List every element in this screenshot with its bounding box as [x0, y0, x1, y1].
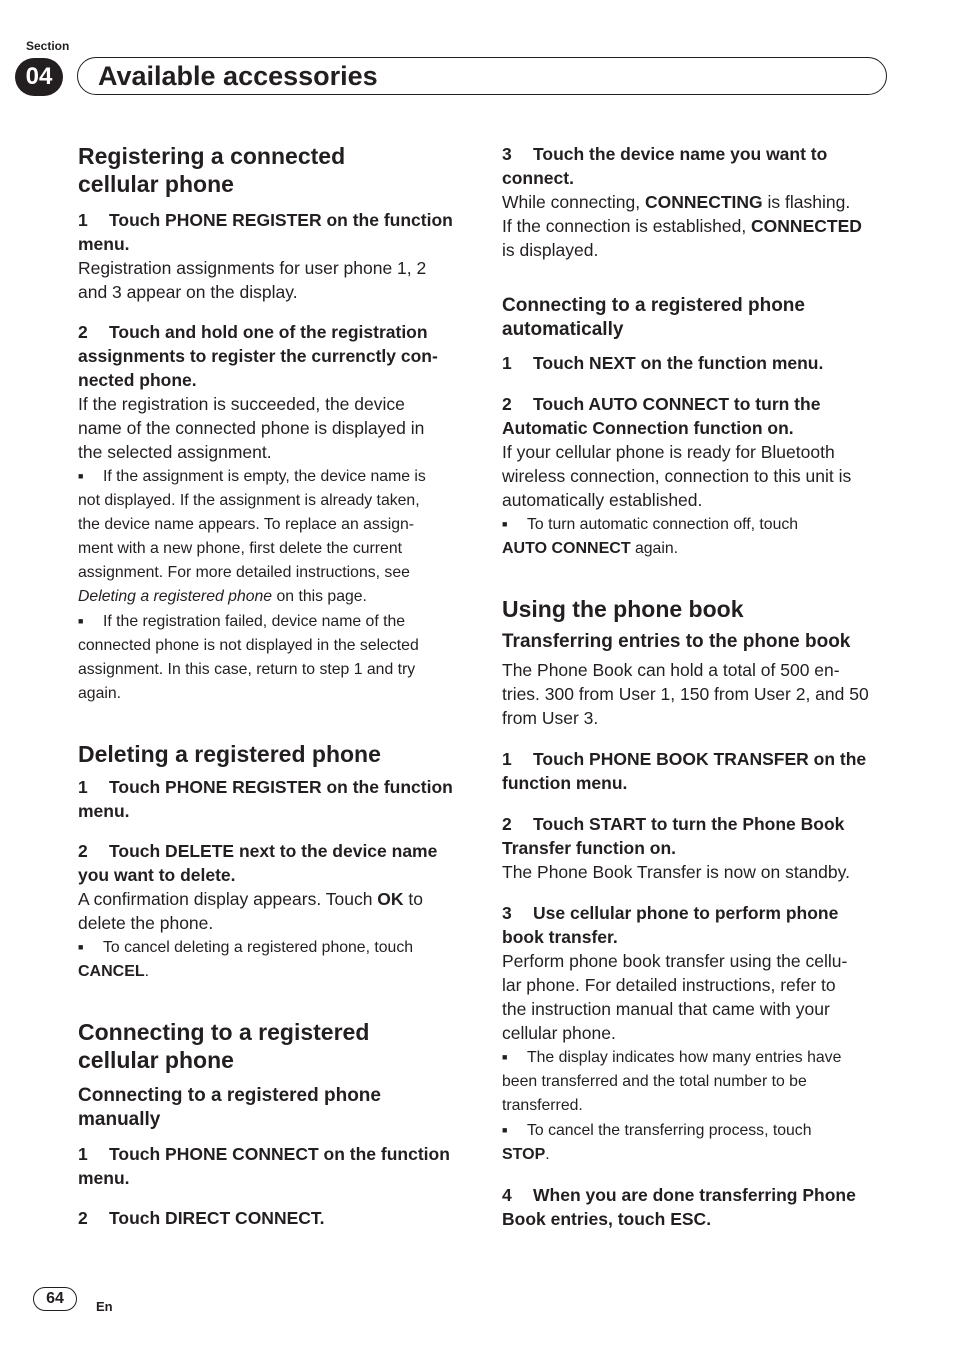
- step-number: 4: [502, 1185, 512, 1205]
- subheading-transferring: [502, 630, 890, 654]
- body-line: from User 3.: [502, 708, 599, 728]
- step-number: 1: [78, 210, 88, 230]
- step-text: Use cellular phone to perform phone: [533, 903, 839, 923]
- heading-line: Registering a connected: [78, 143, 346, 169]
- reg-note-2: [78, 609, 466, 706]
- bullet-icon: ■: [502, 1125, 508, 1135]
- book-note-1: [502, 1045, 890, 1118]
- note-line: again.: [630, 540, 679, 557]
- body-line: wireless connection, connection to this unit is: [502, 466, 852, 486]
- page-title: Available accessories: [98, 61, 378, 91]
- bullet-icon: ■: [502, 519, 508, 529]
- subheading-line: Connecting to a registered phone: [78, 1085, 381, 1106]
- connected-label: CONNECTED: [751, 216, 862, 236]
- note-line: To cancel the transferring process, touch: [527, 1122, 812, 1139]
- note-line: To turn automatic connection off, touch: [527, 516, 799, 533]
- body-line: If your cellular phone is ready for Bluetooth: [502, 442, 835, 462]
- heading-registering: [78, 142, 466, 198]
- step-text: Book entries, touch ESC.: [502, 1209, 712, 1229]
- note-line: If the assignment is empty, the device name is: [103, 468, 426, 485]
- note-line: been transferred and the total number to be: [502, 1073, 807, 1090]
- body-line: and 3 appear on the display.: [78, 282, 298, 302]
- bullet-icon: ■: [78, 471, 84, 481]
- step-text: nected phone.: [78, 370, 197, 390]
- step-number: 1: [502, 749, 512, 769]
- step-text: Touch AUTO CONNECT to turn the: [533, 394, 821, 414]
- subheading-automatic: [502, 294, 890, 342]
- step-number: 1: [502, 353, 512, 373]
- auto-body: [502, 440, 890, 512]
- step-number: 2: [78, 322, 88, 342]
- body-text: If the connection is established,: [502, 216, 752, 236]
- note-line: If the registration failed, device name of the: [103, 613, 406, 630]
- note-line: on this page.: [272, 588, 367, 605]
- note-line: assignment. In this case, return to step 1 and try: [78, 661, 416, 678]
- body-line: the selected assignment.: [78, 442, 272, 462]
- book-step-3-body: [502, 949, 890, 1045]
- note-line: not displayed. If the assignment is already taken,: [78, 492, 420, 509]
- step-text: connect.: [502, 168, 574, 188]
- note-line: The display indicates how many entries have: [527, 1049, 842, 1066]
- reg-step-2-body: [78, 392, 466, 464]
- step-text: Touch PHONE CONNECT on the function: [109, 1144, 450, 1164]
- note-line: transferred.: [502, 1097, 583, 1114]
- del-step-2: [78, 839, 466, 887]
- heading-deleting: [78, 740, 466, 768]
- subheading-line: Transferring entries to the phone book: [502, 631, 851, 652]
- step-text: Touch the device name you want to: [533, 144, 828, 164]
- reg-step-1-body: [78, 256, 466, 304]
- body-line: is displayed.: [502, 240, 599, 260]
- step-number: 1: [78, 777, 88, 797]
- book-step-1: [502, 747, 890, 795]
- bullet-icon: ■: [502, 1052, 508, 1062]
- stop-label: STOP: [502, 1146, 546, 1163]
- note-line: connected phone is not displayed in the selected: [78, 637, 419, 654]
- right-column: [502, 142, 890, 1231]
- body-line: cellular phone.: [502, 1023, 616, 1043]
- step-number: 3: [502, 903, 512, 923]
- left-column: [78, 142, 466, 1230]
- step-text: menu.: [78, 234, 130, 254]
- step-number: 3: [502, 144, 512, 164]
- note-line: .: [144, 963, 150, 980]
- auto-step-1: [502, 351, 890, 375]
- step-text: Touch DELETE next to the device name: [109, 841, 438, 861]
- reg-step-2: [78, 320, 466, 392]
- step-text: Touch and hold one of the registration: [109, 322, 428, 342]
- conn-step-1: [78, 1142, 466, 1190]
- subheading-line: automatically: [502, 319, 624, 340]
- auto-connect-label: AUTO CONNECT: [502, 540, 631, 557]
- auto-step-2: [502, 392, 890, 440]
- ok-label: OK: [377, 889, 404, 909]
- step-number: 1: [78, 1144, 88, 1164]
- note-line: again.: [78, 685, 122, 702]
- book-intro: [502, 658, 890, 730]
- connecting-label: CONNECTING: [645, 192, 763, 212]
- step-text: Touch START to turn the Phone Book: [533, 814, 845, 834]
- step-text: Touch PHONE BOOK TRANSFER on the: [533, 749, 867, 769]
- bullet-icon: ■: [78, 942, 84, 952]
- step-text: you want to delete.: [78, 865, 236, 885]
- step-text: Touch NEXT on the function menu.: [533, 353, 824, 373]
- step-text: assignments to register the currenctly con-: [78, 346, 438, 366]
- note-line: ment with a new phone, first delete the current: [78, 540, 403, 557]
- note-line: assignment. For more detailed instructions, see: [78, 564, 410, 581]
- subheading-manual: [78, 1084, 466, 1132]
- heading-line: Connecting to a registered: [78, 1019, 370, 1045]
- step-number: 2: [502, 814, 512, 834]
- heading-connecting: [78, 1018, 466, 1074]
- heading-line: Using the phone book: [502, 596, 744, 622]
- body-text: While connecting,: [502, 192, 645, 212]
- note-line: To cancel deleting a registered phone, touch: [103, 939, 414, 956]
- note-line: the device name appears. To replace an assign-: [78, 516, 415, 533]
- book-note-2: [502, 1118, 890, 1167]
- cancel-label: CANCEL: [78, 963, 145, 980]
- body-line: The Phone Book can hold a total of 500 en-: [502, 660, 840, 680]
- body-line: the instruction manual that came with your: [502, 999, 830, 1019]
- subheading-line: manually: [78, 1109, 161, 1130]
- book-step-2-body: [502, 860, 890, 884]
- del-body: [78, 887, 466, 935]
- del-step-1: [78, 775, 466, 823]
- step-text: Touch PHONE REGISTER on the function: [109, 777, 453, 797]
- body-line: automatically established.: [502, 490, 703, 510]
- conn-step-3-body: [502, 190, 890, 262]
- step-text: function menu.: [502, 773, 628, 793]
- step-text: Touch PHONE REGISTER on the function: [109, 210, 453, 230]
- heading-line: Deleting a registered phone: [78, 741, 381, 767]
- body-text: to: [403, 889, 424, 909]
- body-line: If the registration is succeeded, the device: [78, 394, 405, 414]
- body-line: delete the phone.: [78, 913, 214, 933]
- body-line: lar phone. For detailed instructions, refer to: [502, 975, 836, 995]
- heading-line: cellular phone: [78, 1047, 234, 1073]
- body-text: is flashing.: [762, 192, 851, 212]
- step-text: Automatic Connection function on.: [502, 418, 794, 438]
- step-text: book transfer.: [502, 927, 618, 947]
- conn-step-3: [502, 142, 890, 190]
- step-text: menu.: [78, 801, 130, 821]
- heading-line: cellular phone: [78, 171, 234, 197]
- body-line: Perform phone book transfer using the cellu-: [502, 951, 848, 971]
- step-text: When you are done transferring Phone: [533, 1185, 856, 1205]
- book-step-2: [502, 812, 890, 860]
- del-note: [78, 935, 466, 984]
- book-step-4: [502, 1183, 890, 1231]
- heading-phone-book: [502, 595, 890, 623]
- conn-step-2: [78, 1206, 466, 1230]
- reg-step-1: [78, 208, 466, 256]
- book-step-3: [502, 901, 890, 949]
- page-number-badge: 64: [33, 1287, 77, 1311]
- body-line: Registration assignments for user phone 1, 2: [78, 258, 427, 278]
- body-line: tries. 300 from User 1, 150 from User 2, and 50: [502, 684, 869, 704]
- body-line: The Phone Book Transfer is now on standby.: [502, 862, 850, 882]
- bullet-icon: ■: [78, 616, 84, 626]
- reg-note-1: [78, 464, 466, 609]
- section-number-badge: 04: [15, 58, 63, 96]
- body-text: A confirmation display appears. Touch: [78, 889, 378, 909]
- step-number: 2: [78, 841, 88, 861]
- body-line: name of the connected phone is displayed in: [78, 418, 425, 438]
- auto-note: [502, 512, 890, 561]
- subheading-line: Connecting to a registered phone: [502, 295, 805, 316]
- step-number: 2: [78, 1208, 88, 1228]
- cross-reference-link[interactable]: Deleting a registered phone: [78, 588, 273, 605]
- step-number: 2: [502, 394, 512, 414]
- language-label: En: [96, 1299, 113, 1314]
- step-text: Transfer function on.: [502, 838, 677, 858]
- step-text: Touch DIRECT CONNECT.: [109, 1208, 325, 1228]
- section-label: Section: [26, 39, 70, 53]
- step-text: menu.: [78, 1168, 130, 1188]
- note-line: .: [545, 1146, 550, 1163]
